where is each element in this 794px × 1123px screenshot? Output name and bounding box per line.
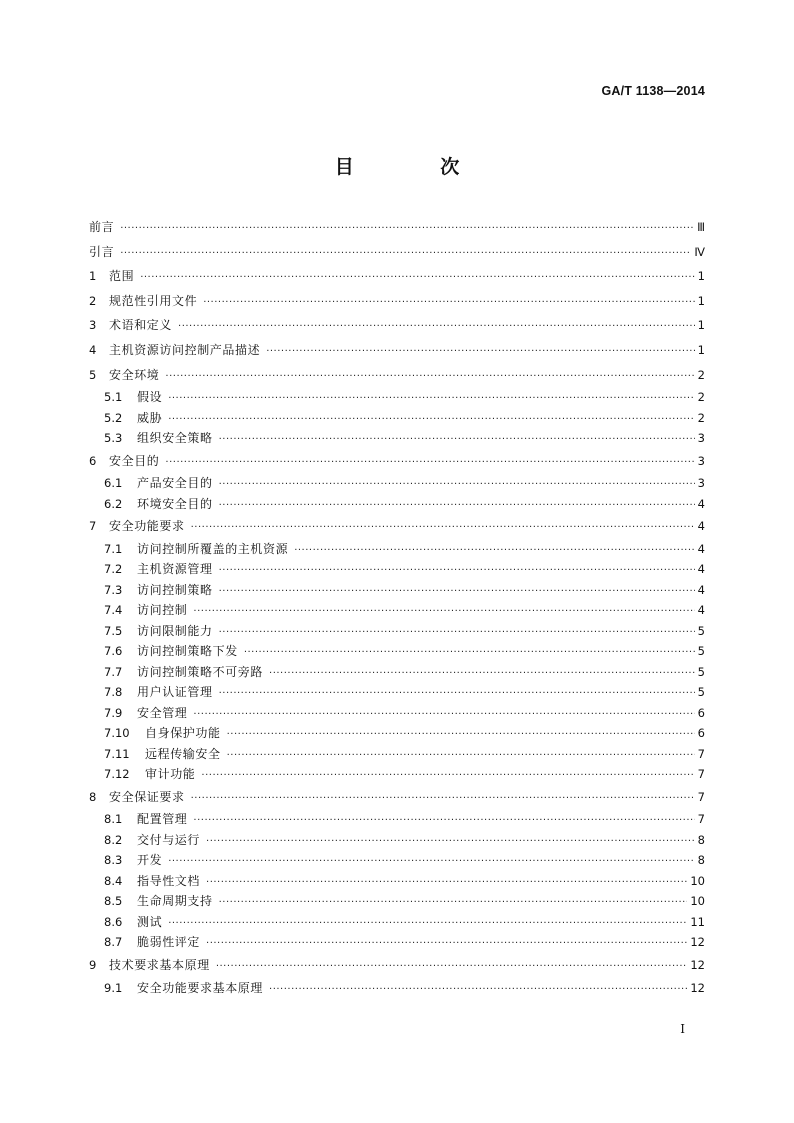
toc-entry-title: 主机资源访问控制产品描述 — [109, 342, 261, 357]
toc-entry[interactable] — [89, 240, 705, 265]
toc-entry-number: 9.1 — [104, 980, 123, 995]
dot-leader — [266, 340, 694, 363]
toc-entry-page: 3 — [697, 476, 705, 491]
toc-entry-title: 访问限制能力 — [137, 623, 213, 638]
dot-leader — [120, 217, 694, 240]
toc-entry-page: 4 — [697, 582, 705, 597]
toc-entry[interactable] — [89, 830, 705, 851]
toc-entry-page: 6 — [697, 705, 705, 720]
dot-leader — [269, 980, 687, 999]
dot-leader — [193, 705, 694, 724]
toc-entry-page: 3 — [697, 453, 705, 468]
dot-leader — [168, 389, 694, 408]
toc-entry-page: 5 — [697, 664, 705, 679]
toc-entry-title: 访问控制策略不可旁路 — [137, 664, 264, 679]
toc-entry-page: 5 — [697, 623, 705, 638]
toc-entry-number: 5.1 — [104, 390, 123, 405]
toc-entry[interactable] — [89, 313, 705, 338]
toc-entry-page: 2 — [697, 367, 705, 382]
toc-entry-page: 8 — [697, 853, 705, 868]
toc-entry-title: 安全保证要求 — [109, 789, 185, 804]
toc-entry-page: 2 — [697, 390, 705, 405]
toc-entry-number: 5 — [89, 367, 97, 382]
toc-entry-title: 前言 — [89, 220, 115, 234]
toc-entry-title: 范围 — [109, 269, 135, 284]
toc-entry-number: 7.11 — [104, 746, 130, 761]
toc-entry-number: 8.7 — [104, 935, 123, 950]
toc-entry[interactable] — [89, 912, 705, 933]
toc-entry-number: 7.1 — [104, 541, 123, 556]
dot-leader — [191, 787, 695, 810]
toc-entry-number: 7 — [89, 519, 97, 534]
toc-entry-number: 3 — [89, 318, 97, 333]
toc-entry-number: 8.6 — [104, 914, 123, 929]
toc-entry-page: Ⅳ — [694, 244, 705, 259]
toc-entry-page: 11 — [690, 914, 705, 929]
toc-entry-number: 8.5 — [104, 894, 123, 909]
toc-entry-page: 2 — [697, 410, 705, 425]
toc-entry-title: 指导性文档 — [137, 873, 201, 888]
toc-entry[interactable] — [89, 215, 705, 240]
toc-entry-number: 8.1 — [104, 812, 123, 827]
toc-entry-title: 安全管理 — [137, 705, 188, 720]
dot-leader — [269, 664, 695, 683]
toc-entry-title: 安全功能要求基本原理 — [137, 980, 264, 995]
toc-entry-number: 6 — [89, 453, 97, 468]
dot-leader — [168, 914, 687, 933]
dot-leader — [191, 516, 695, 539]
toc-entry-title: 访问控制策略 — [137, 582, 213, 597]
dot-leader — [165, 451, 694, 474]
toc-entry-page: 12 — [690, 935, 705, 950]
table-of-contents — [89, 215, 705, 998]
toc-entry-page: Ⅲ — [697, 220, 705, 234]
toc-entry-number: 2 — [89, 293, 97, 308]
toc-entry-title: 访问控制所覆盖的主机资源 — [137, 541, 289, 556]
toc-entry-number: 7.9 — [104, 705, 123, 720]
toc-entry-title: 规范性引用文件 — [109, 293, 198, 308]
toc-entry-page: 4 — [697, 519, 705, 534]
toc-entry-number: 7.3 — [104, 582, 123, 597]
toc-entry[interactable] — [89, 600, 705, 621]
toc-entry[interactable] — [89, 723, 705, 744]
document-code: GA/T 1138—2014 — [601, 84, 705, 98]
toc-entry-title: 假设 — [137, 390, 163, 405]
toc-entry[interactable] — [89, 289, 705, 314]
toc-entry-title: 交付与运行 — [137, 832, 201, 847]
toc-entry-number: 7.7 — [104, 664, 123, 679]
toc-entry-page: 7 — [697, 767, 705, 782]
toc-entry-page: 10 — [690, 873, 705, 888]
toc-entry-number: 8.3 — [104, 853, 123, 868]
toc-entry[interactable] — [89, 428, 705, 449]
toc-entry-title: 安全功能要求 — [109, 519, 185, 534]
toc-entry-page: 12 — [690, 957, 705, 972]
toc-entry-title: 测试 — [137, 914, 163, 929]
toc-entry-title: 产品安全目的 — [137, 476, 213, 491]
toc-entry-page: 6 — [697, 726, 705, 741]
toc-entry[interactable] — [89, 641, 705, 662]
toc-entry[interactable] — [89, 764, 705, 785]
dot-leader — [219, 582, 695, 601]
dot-leader — [193, 811, 694, 830]
toc-entry-page: 8 — [697, 832, 705, 847]
toc-entry-page: 7 — [697, 812, 705, 827]
toc-entry-title: 自身保护功能 — [145, 726, 221, 741]
dot-leader — [165, 365, 694, 388]
toc-entry-title: 组织安全策略 — [137, 431, 213, 446]
dot-leader — [219, 430, 695, 449]
toc-entry-number: 9 — [89, 957, 97, 972]
dot-leader — [216, 955, 688, 978]
toc-entry-title: 开发 — [137, 853, 163, 868]
toc-entry-page: 1 — [697, 318, 705, 333]
toc-entry-page: 1 — [697, 293, 705, 308]
toc-entry-number: 6.2 — [104, 496, 123, 511]
toc-entry[interactable] — [89, 473, 705, 494]
toc-entry-title: 主机资源管理 — [137, 562, 213, 577]
toc-entry[interactable] — [89, 338, 705, 363]
toc-entry[interactable] — [89, 978, 705, 999]
toc-entry-title: 安全目的 — [109, 453, 160, 468]
toc-entry[interactable] — [89, 785, 705, 810]
toc-entry-page: 12 — [690, 980, 705, 995]
toc-entry-title: 访问控制策略下发 — [137, 644, 238, 659]
toc-entry-page: 10 — [690, 894, 705, 909]
toc-entry[interactable] — [89, 621, 705, 642]
page-number: Ⅰ — [680, 1022, 685, 1036]
dot-leader — [193, 602, 694, 621]
toc-entry-page: 1 — [697, 342, 705, 357]
toc-entry[interactable] — [89, 539, 705, 560]
dot-leader — [203, 291, 694, 314]
toc-entry[interactable] — [89, 559, 705, 580]
toc-entry-title: 用户认证管理 — [137, 685, 213, 700]
toc-entry-title: 配置管理 — [137, 812, 188, 827]
toc-entry[interactable] — [89, 662, 705, 683]
toc-entry-title: 技术要求基本原理 — [109, 957, 210, 972]
toc-entry-title: 环境安全目的 — [137, 496, 213, 511]
toc-entry-number: 7.4 — [104, 603, 123, 618]
toc-entry[interactable] — [89, 580, 705, 601]
toc-entry[interactable] — [89, 953, 705, 978]
toc-entry[interactable] — [89, 449, 705, 474]
toc-entry[interactable] — [89, 744, 705, 765]
dot-leader — [227, 725, 695, 744]
toc-entry-title: 访问控制 — [137, 603, 188, 618]
dot-leader — [219, 561, 695, 580]
toc-entry[interactable] — [89, 932, 705, 953]
toc-entry-page: 7 — [697, 746, 705, 761]
dot-leader — [227, 746, 695, 765]
dot-leader — [140, 266, 694, 289]
toc-entry-number: 5.2 — [104, 410, 123, 425]
dot-leader — [206, 934, 687, 953]
dot-leader — [244, 643, 695, 662]
dot-leader — [168, 410, 694, 429]
toc-entry[interactable] — [89, 408, 705, 429]
toc-entry-page: 4 — [697, 541, 705, 556]
toc-entry-number: 7.8 — [104, 685, 123, 700]
toc-entry[interactable] — [89, 514, 705, 539]
dot-leader — [120, 242, 691, 265]
toc-entry[interactable] — [89, 387, 705, 408]
toc-entry[interactable] — [89, 682, 705, 703]
dot-leader — [178, 315, 695, 338]
toc-entry[interactable] — [89, 809, 705, 830]
toc-entry-title: 审计功能 — [145, 767, 196, 782]
dot-leader — [219, 893, 688, 912]
toc-entry-number: 7.2 — [104, 562, 123, 577]
toc-entry-title: 安全环境 — [109, 367, 160, 382]
dot-leader — [219, 623, 695, 642]
toc-entry[interactable] — [89, 494, 705, 515]
toc-entry-number: 4 — [89, 342, 97, 357]
toc-entry-number: 7.5 — [104, 623, 123, 638]
toc-entry-title: 术语和定义 — [109, 318, 173, 333]
dot-leader — [201, 766, 694, 785]
toc-entry-number: 5.3 — [104, 431, 123, 446]
toc-entry-number: 6.1 — [104, 476, 123, 491]
toc-entry-page: 4 — [697, 603, 705, 618]
toc-entry-title: 生命周期支持 — [137, 894, 213, 909]
toc-entry-title: 脆弱性评定 — [137, 935, 201, 950]
toc-entry-number: 7.10 — [104, 726, 130, 741]
toc-entry-number: 1 — [89, 269, 97, 284]
toc-entry-page: 4 — [697, 562, 705, 577]
toc-entry[interactable] — [89, 264, 705, 289]
toc-entry[interactable] — [89, 363, 705, 388]
toc-entry-page: 5 — [697, 685, 705, 700]
dot-leader — [219, 496, 695, 515]
toc-entry[interactable] — [89, 891, 705, 912]
dot-leader — [206, 873, 687, 892]
toc-entry-number: 7.6 — [104, 644, 123, 659]
dot-leader — [168, 852, 694, 871]
toc-entry-page: 7 — [697, 789, 705, 804]
toc-entry-number: 7.12 — [104, 767, 130, 782]
dot-leader — [294, 541, 694, 560]
toc-entry-title: 远程传输安全 — [145, 746, 221, 761]
toc-entry-title: 引言 — [89, 244, 115, 259]
dot-leader — [219, 475, 695, 494]
toc-entry-title: 威胁 — [137, 410, 163, 425]
dot-leader — [206, 832, 695, 851]
toc-entry-number: 8 — [89, 789, 97, 804]
toc-entry[interactable] — [89, 871, 705, 892]
toc-entry-page: 4 — [697, 496, 705, 511]
toc-entry-page: 3 — [697, 431, 705, 446]
toc-entry-page: 1 — [697, 269, 705, 284]
toc-entry-number: 8.2 — [104, 832, 123, 847]
dot-leader — [219, 684, 695, 703]
toc-entry[interactable] — [89, 703, 705, 724]
toc-entry[interactable] — [89, 850, 705, 871]
page-title: 目 次 — [334, 156, 500, 178]
toc-entry-page: 5 — [697, 644, 705, 659]
toc-entry-number: 8.4 — [104, 873, 123, 888]
